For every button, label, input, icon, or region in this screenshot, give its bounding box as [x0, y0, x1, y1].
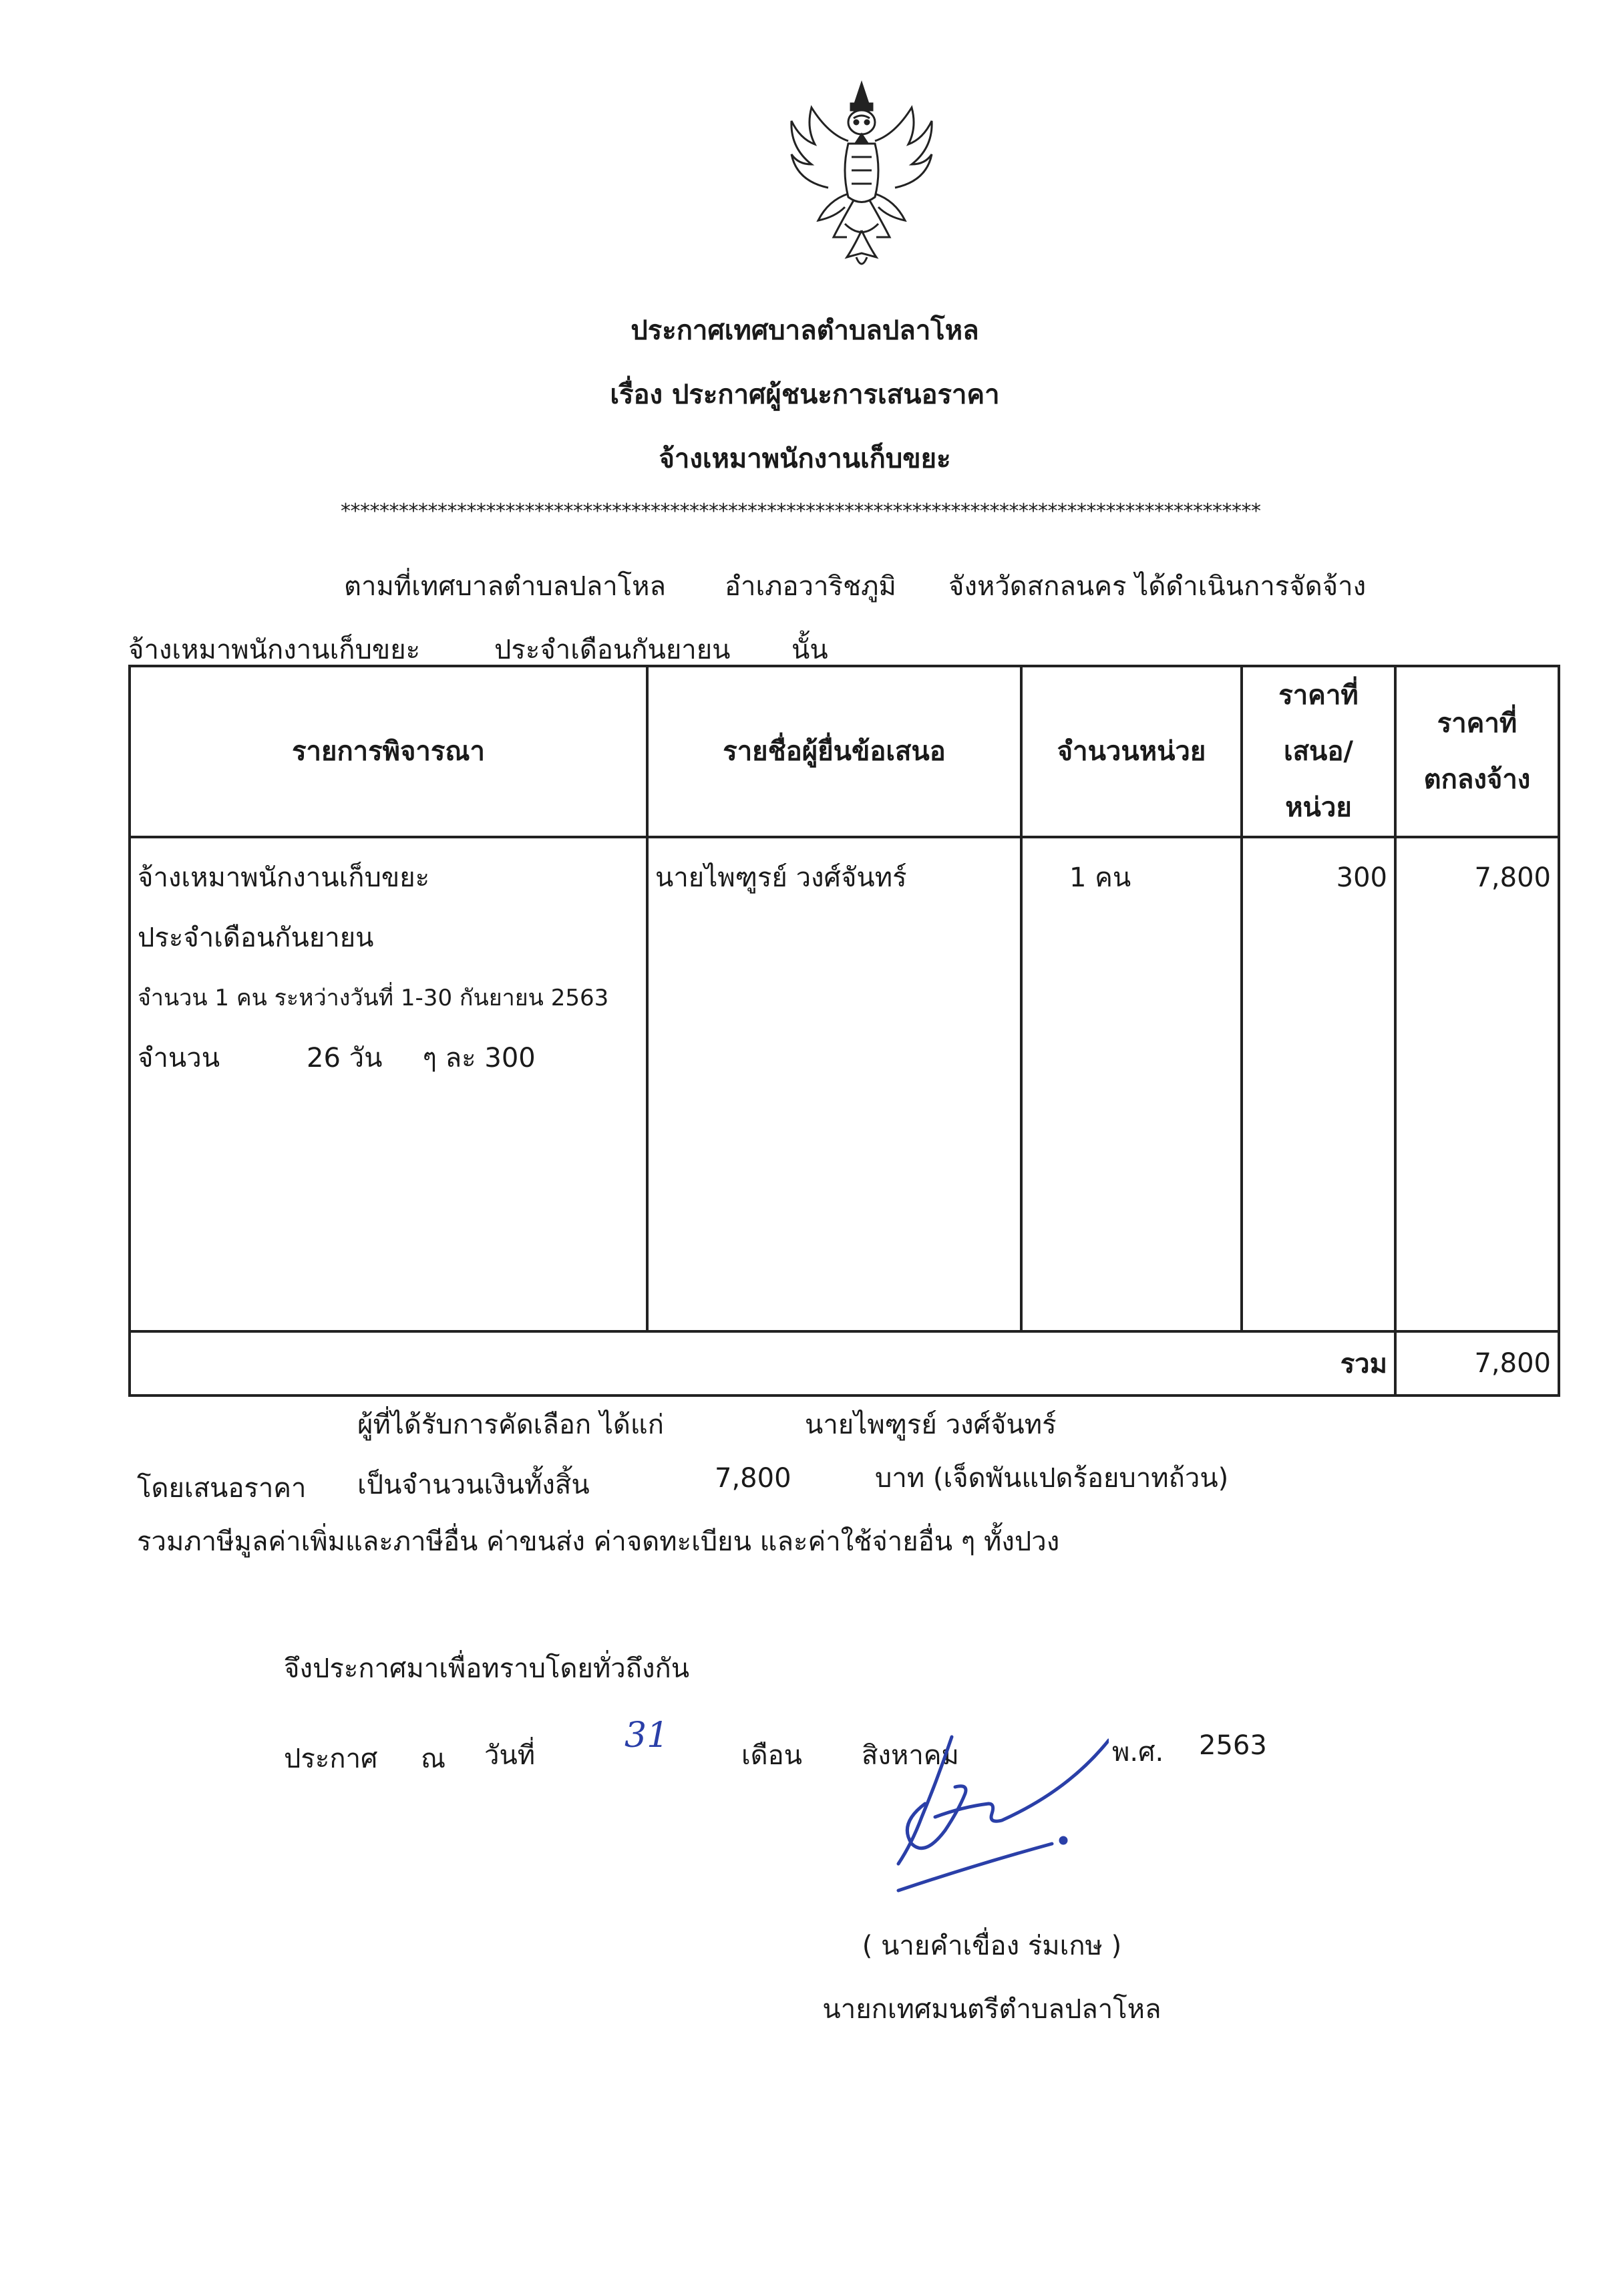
- item-cell: [130, 837, 647, 1331]
- intro-province: จังหวัดสกลนคร ได้ดำเนินการจัดจ้าง: [948, 571, 1367, 602]
- garuda-emblem-icon: [781, 77, 942, 277]
- header-separator: ***********************************************************************************************: [341, 500, 1261, 523]
- header-line-1: ประกาศเทศบาลตำบลปลาโหล: [631, 315, 979, 346]
- date-label: ประกาศ: [284, 1744, 378, 1774]
- units-cell: 1 คน: [1021, 837, 1242, 1331]
- signatory-name: ( นายคำเขื่อง ร่มเกษ ): [862, 1931, 1122, 1961]
- signature-image: [888, 1724, 1109, 1911]
- table-header-row: [130, 666, 1559, 837]
- total-value: 7,800: [1395, 1331, 1559, 1396]
- header-agreed-price: ราคาที่ ตกลงจ้าง: [1395, 666, 1559, 837]
- intro-job: จ้างเหมาพนักงานเก็บขยะ: [128, 635, 421, 665]
- total-row: [130, 1331, 1559, 1396]
- date-at: ณ: [421, 1744, 446, 1774]
- announce-text: จึงประกาศมาเพื่อทราบโดยทั่วถึงกัน: [284, 1653, 690, 1684]
- bidder-cell: นายไพฑูรย์ วงศ์จันทร์: [647, 837, 1021, 1331]
- header-bidder: รายชื่อผู้ยื่นข้อเสนอ: [647, 666, 1021, 837]
- intro-month: ประจำเดือนกันยายน: [494, 635, 731, 665]
- agreed-price-cell: 7,800: [1395, 837, 1559, 1331]
- intro-municipality: ตามที่เทศบาลตำบลปลาโหล: [344, 571, 667, 602]
- intro-end: นั้น: [791, 635, 828, 665]
- signatory-title: นายกเทศมนตรีตำบลปลาโหล: [822, 1994, 1161, 2025]
- day-value: 31: [624, 1715, 669, 1756]
- item-line-2: ประจำเดือนกันยายน: [138, 923, 374, 953]
- item-line-4: จำนวน 26 วัน ๆ ละ 300: [138, 1043, 536, 1074]
- table-row: [130, 837, 1559, 1331]
- total-label: รวม: [130, 1331, 1395, 1396]
- header-item: รายการพิจารณา: [130, 666, 647, 837]
- day-label: วันที่: [484, 1740, 536, 1771]
- header-unit-price: ราคาที่เสนอ/ หน่วย: [1242, 666, 1395, 837]
- amount-words: บาท (เจ็ดพันแปดร้อยบาทถ้วน): [875, 1463, 1229, 1494]
- year-label: พ.ศ.: [1112, 1737, 1164, 1768]
- item-line-3: จำนวน 1 คน ระหว่างวันที่ 1-30 กันยายน 2563: [138, 985, 609, 1011]
- intro-district: อำเภอวาริชภูมิ: [725, 571, 896, 602]
- header-line-3: จ้างเหมาพนักงานเก็บขยะ: [659, 444, 951, 474]
- winner-name: นายไพฑูรย์ วงศ์จันทร์: [805, 1410, 1057, 1440]
- offer-label: โดยเสนอราคา: [137, 1473, 307, 1504]
- item-line-1: จ้างเหมาพนักงานเก็บขยะ: [138, 862, 430, 893]
- bid-result-table: [128, 665, 1560, 1397]
- winner-label: ผู้ที่ได้รับการคัดเลือก ได้แก่: [357, 1410, 664, 1440]
- unit-price-cell: 300: [1242, 837, 1395, 1331]
- amount-value: 7,800: [715, 1463, 791, 1494]
- month-label: เดือน: [741, 1740, 803, 1771]
- tax-note: รวมภาษีมูลค่าเพิ่มและภาษีอื่น ค่าขนส่ง ค่าจดทะเบียน และค่าใช้จ่ายอื่น ๆ ทั้งปวง: [137, 1526, 1060, 1557]
- amount-label: เป็นจำนวนเงินทั้งสิ้น: [357, 1470, 590, 1500]
- month-value: สิงหาคม: [862, 1740, 959, 1771]
- header-line-2: เรื่อง ประกาศผู้ชนะการเสนอราคา: [610, 379, 1000, 410]
- year-value: 2563: [1199, 1730, 1267, 1761]
- header-units: จำนวนหน่วย: [1021, 666, 1242, 837]
